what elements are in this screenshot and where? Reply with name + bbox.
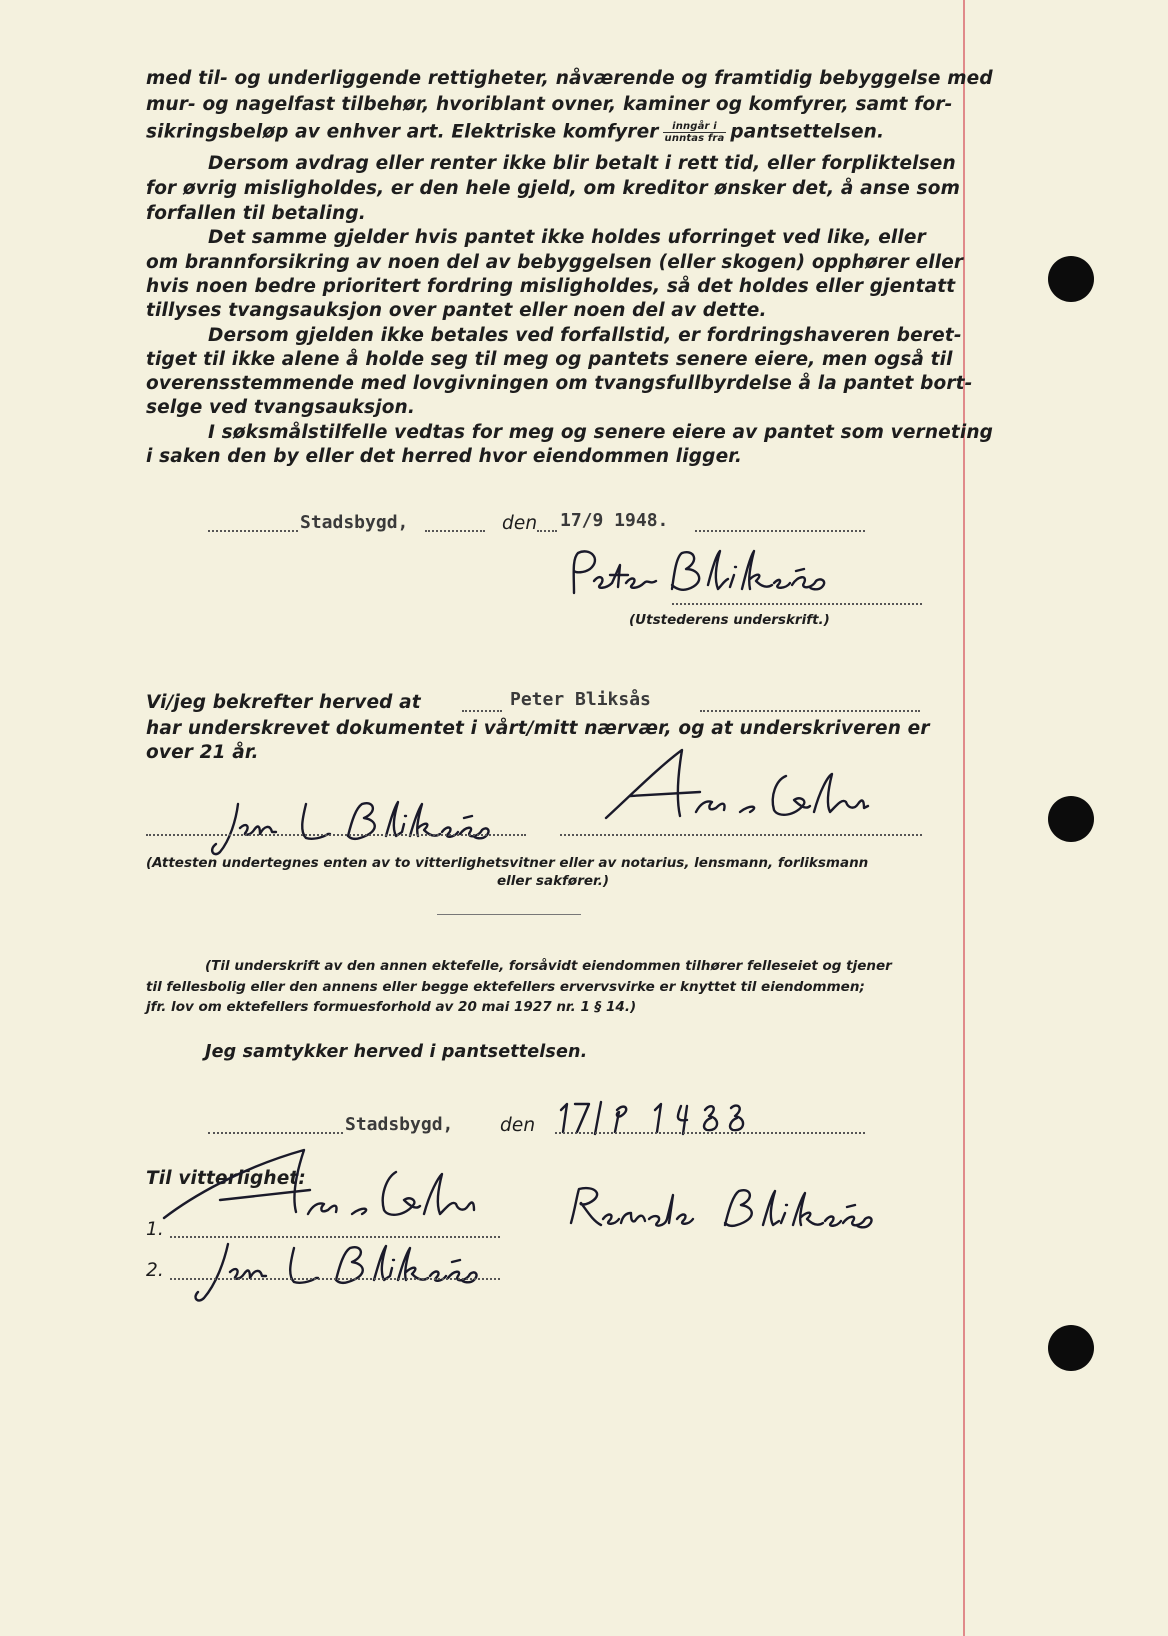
confirm-name-typed: Peter Bliksås [510,689,651,710]
fraction-bottom: unntas fra [664,133,725,144]
body-line: hvis noen bedre prioritert fordring misligholdes, så det holdes eller gjentatt [146,276,956,297]
body-line: pantsettelsen. [730,121,885,143]
confirm-line: over 21 år. [146,742,259,763]
body-line: med til- og underliggende rettigheter, nåværende og framtidig bebyggelse med [146,68,993,89]
body-line-fraction [146,121,884,144]
body-line: for øvrig misligholdes, er den hele gjeld, om kreditor ønsker det, å anse som [146,178,961,199]
attest-note: eller sakfører.) [497,873,610,889]
divider-rule [437,914,581,915]
body-line: overensstemmende med lovgivningen om tvangsfullbyrdelse å la pantet bort- [146,373,973,394]
dotted-line [560,834,922,836]
body-line: tillyses tvangsauksjon over pantet eller noen del av dette. [146,300,767,321]
dotted-line [695,530,865,532]
dotted-line [208,530,298,532]
place-typed: Stadsbygd, [300,512,409,533]
dotted-line [170,1278,500,1280]
body-line: forfallen til betaling. [146,203,366,224]
body-line: tiget til ikke alene å holde seg til meg og pantets senere eiere, men også til [146,349,953,370]
body-line: selge ved tvangsauksjon. [146,397,416,418]
body-line: Dersom gjelden ikke betales ved forfallstid, er fordringshaveren beret- [208,325,962,346]
body-line: Dersom avdrag eller renter ikke blir betalt i rett tid, eller forpliktelsen [208,153,956,174]
spouse-note: jfr. lov om ektefellers formuesforhold av 20 mai 1927 nr. 1 § 14.) [146,999,637,1015]
body-line: mur- og nagelfast tilbehør, hvoriblant ovner, kaminer og komfyrer, samt for- [146,94,953,115]
date-handwritten [555,1096,755,1144]
dotted-line [425,530,485,532]
issuer-signature [560,545,840,609]
witness-1-signature [160,1148,480,1232]
body-line: I søksmålstilfelle vedtas for meg og senere eiere av pantet som verneting [208,422,994,443]
body-line: i saken den by eller det herred hvor eiendommen ligger. [146,446,743,467]
dotted-line [462,710,502,712]
fraction-top: inngår i [663,121,727,133]
red-margin-line [963,0,965,1636]
fraction [663,121,727,144]
witness-2-signature [190,1240,500,1314]
spouse-note: (Til underskrift av den annen ektefelle, forsåvidt eiendommen tilhører felleseiet og tjener [205,958,892,974]
punch-hole [1048,796,1094,842]
attest-note: (Attesten undertegnes enten av to vitterlighetsvitner eller av notarius, lensmann, forliksmann [146,855,869,871]
dotted-line [537,530,557,532]
den-label-2: den [500,1115,536,1136]
dotted-line [555,1132,865,1134]
spouse-signature [565,1185,905,1239]
dotted-line [170,1236,500,1238]
date-typed: 17/9 1948. [560,510,669,531]
til-vitterlighet-label: Til vitterlighet: [146,1168,306,1189]
dotted-line [146,834,526,836]
spouse-note: til fellesbolig eller den annens eller begge ektefellers ervervsvirke er knyttet til eiendommen; [146,979,865,995]
witness-number: 2. [146,1260,164,1281]
witness-number: 1. [146,1219,164,1240]
body-line: Det samme gjelder hvis pantet ikke holdes uforringet ved like, eller [208,227,926,248]
dotted-line [672,603,922,605]
consent-text: Jeg samtykker herved i pantsettelsen. [205,1042,588,1062]
punch-hole [1048,1325,1094,1371]
dotted-line [700,710,920,712]
witness-signature-right [600,746,900,840]
place-typed-2: Stadsbygd, [345,1114,454,1135]
punch-hole [1048,256,1094,302]
den-label: den [502,513,538,534]
issuer-caption: (Utstederens underskrift.) [629,612,830,628]
dotted-line [208,1132,343,1134]
body-line: om brannforsikring av noen del av bebyggelsen (eller skogen) opphører eller [146,252,964,273]
body-line: sikringsbeløp av enhver art. Elektriske komfyrer [146,121,659,143]
confirm-lead: Vi/jeg bekrefter herved at [146,692,421,713]
confirm-line: har underskrevet dokumentet i vårt/mitt nærvær, og at underskriveren er [146,718,930,739]
